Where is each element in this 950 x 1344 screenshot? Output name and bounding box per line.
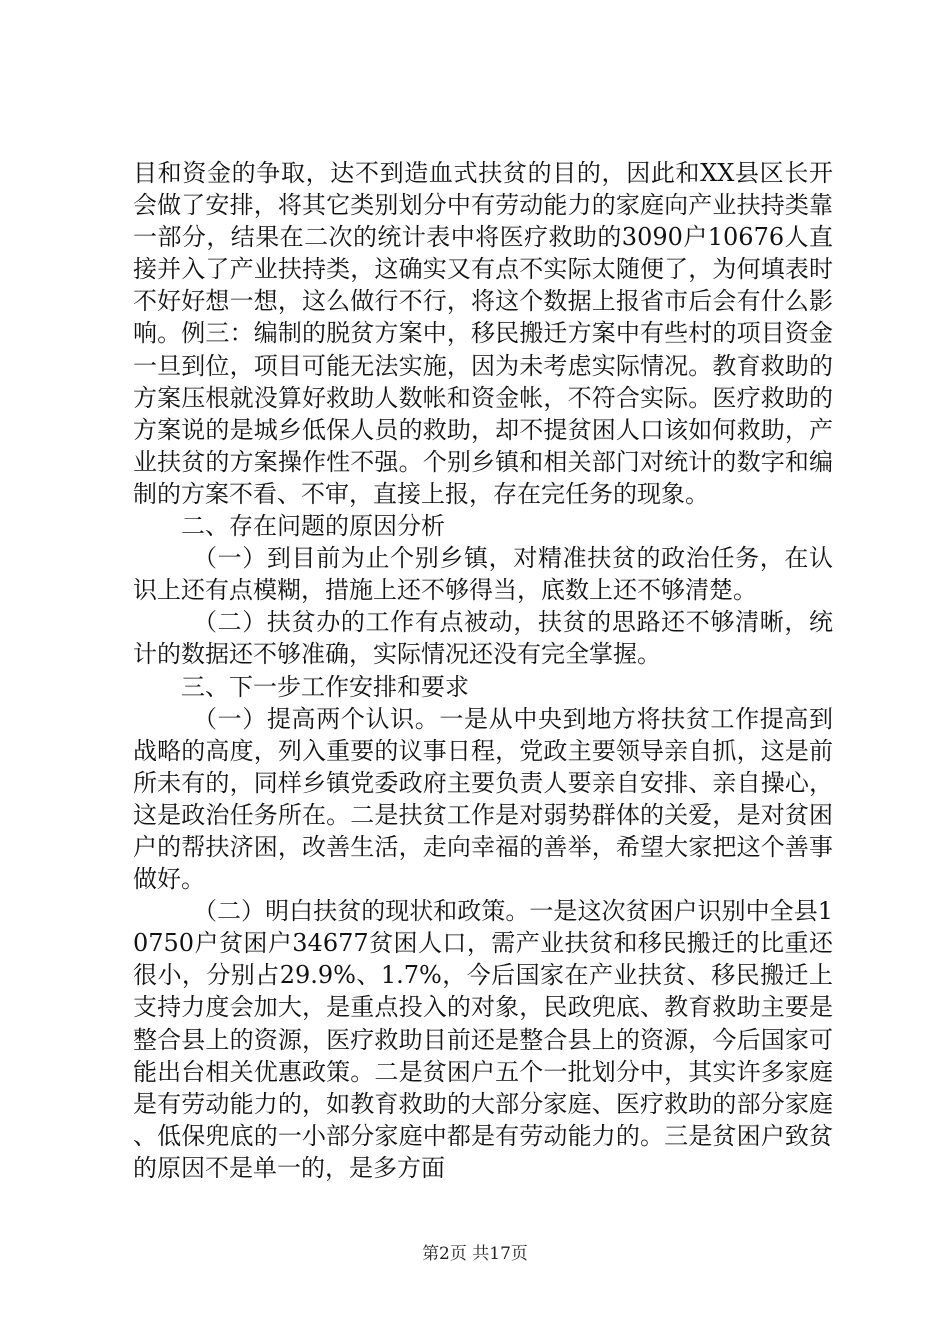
paragraph-continued: 目和资金的争取，达不到造血式扶贫的目的，因此和XX县区长开会做了安排，将其它类别划分中有劳动能力的家庭向产业扶持类靠一部分，结果在二次的统计表中将医疗救助的3090户10676人直接并入了产业扶持类，这确实又有点不实际太随便了，为何填表时不好好想一想，这么做行不行，将这个数据上报省市后会有什么影响。例三：编制的脱贫方案中，移民搬迁方案中有些村的项目资金一旦到位，项目可能无法实施，因为未考虑实际情况。教育救助的方案压根就没算好救助人数帐和资金帐，不符合实际。医疗救助的方案说的是城乡低保人员的救助，却不提贫困人口该如何救助，产业扶贫的方案操作性不强。个别乡镇和相关部门对统计的数字和编制的方案不看、不审，直接上报，存在完任务的现象。 [133,159,833,508]
section-heading-3: 三、下一步工作安排和要求 [181,672,469,701]
document-body [133,157,833,1184]
paragraph-cause-1: （一）到目前为止个别乡镇，对精准扶贫的政治任务，在认识上还有点模糊，措施上还不够得当，底数上还不够清楚。 [133,544,833,605]
page-footer [0,1243,950,1265]
page-number-label: 第2页 共17页 [422,1244,528,1264]
paragraph-plan-1: （一）提高两个认识。一是从中央到地方将扶贫工作提高到战略的高度，列入重要的议事日程，党政主要领导亲自抓，这是前所未有的，同样乡镇党委政府主要负责人要亲自安排、亲自操心，这是政治任务所在。二是扶贫工作是对弱势群体的关爱，是对贫困户的帮扶济困，改善生活，走向幸福的善举，希望大家把这个善事做好。 [133,704,833,894]
paragraph-cause-2: （二）扶贫办的工作有点被动，扶贫的思路还不够清晰，统计的数据还不够准确，实际情况还没有完全掌握。 [133,608,833,669]
paragraph-plan-2: （二）明白扶贫的现状和政策。一是这次贫困户识别中全县10750户贫困户34677贫困人口，需产业扶贫和移民搬迁的比重还很小，分别占29.9%、1.7%，今后国家在产业扶贫、移民搬迁上支持力度会加大，是重点投入的对象，民政兜底、教育救助主要是整合县上的资源，医疗救助目前还是整合县上的资源，今后国家可能出台相关优惠政策。二是贫困户五个一批划分中，其实许多家庭是有劳动能力的，如教育救助的大部分家庭、医疗救助的部分家庭、低保兜底的一小部分家庭中都是有劳动能力的。三是贫困户致贫的原因不是单一的，是多方面 [133,897,833,1182]
section-heading-2: 二、存在问题的原因分析 [181,512,445,541]
